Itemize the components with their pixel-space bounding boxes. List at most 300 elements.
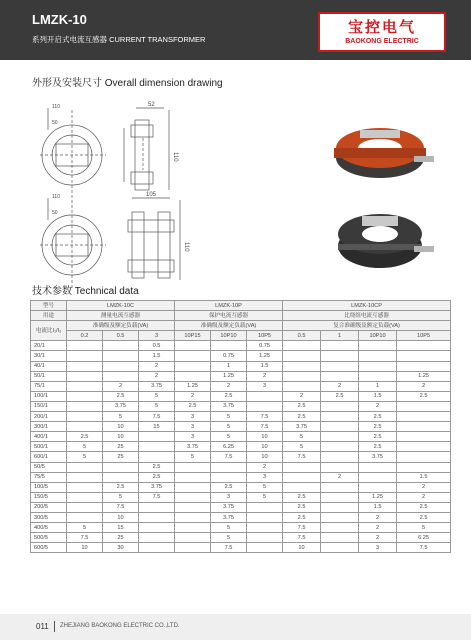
load-10p: 准确级及额定负载(VA) [175, 321, 283, 331]
value-cell: 2 [359, 512, 397, 522]
value-cell [247, 533, 283, 543]
value-cell: 7.5 [211, 452, 247, 462]
value-cell: 2 [321, 381, 359, 391]
table-row [31, 391, 451, 401]
value-cell: 5 [103, 492, 139, 502]
value-cell: 3.75 [103, 401, 139, 411]
ratio-cell: 150/5 [31, 492, 67, 502]
value-cell: 0.5 [139, 341, 175, 351]
dim-label-width: 105 [146, 192, 157, 198]
value-cell: 30 [103, 543, 139, 553]
value-cell [321, 533, 359, 543]
value-cell: 2 [247, 462, 283, 472]
page-number: 011 [36, 622, 49, 631]
value-cell: 2.5 [211, 482, 247, 492]
value-cell [283, 381, 321, 391]
table-row [31, 412, 451, 422]
value-cell: 1.25 [247, 351, 283, 361]
value-cell [175, 361, 211, 371]
value-cell [211, 462, 247, 472]
table-row [31, 401, 451, 411]
value-cell: 5 [211, 422, 247, 432]
table-row [31, 523, 451, 533]
table-row [31, 472, 451, 482]
value-cell: 5 [67, 523, 103, 533]
header-ratio-label: 电流比I₁/I₂ [31, 321, 67, 341]
value-cell [175, 492, 211, 502]
value-cell [247, 502, 283, 512]
value-cell: 2 [397, 492, 451, 502]
value-cell [67, 361, 103, 371]
value-cell [247, 401, 283, 411]
ratio-cell: 200/1 [31, 412, 67, 422]
value-cell [359, 341, 397, 351]
value-cell [103, 351, 139, 361]
value-cell [139, 533, 175, 543]
value-cell: 3 [175, 412, 211, 422]
value-cell [321, 543, 359, 553]
class-cell: 1 [321, 331, 359, 341]
value-cell [321, 401, 359, 411]
value-cell: 2 [359, 533, 397, 543]
dim-label-inner: 50 [52, 210, 58, 216]
value-cell [247, 523, 283, 533]
value-cell: 25 [103, 442, 139, 452]
table-row [31, 502, 451, 512]
value-cell: 7.5 [283, 452, 321, 462]
value-cell: 5 [211, 533, 247, 543]
class-cell: 10P15 [175, 331, 211, 341]
value-cell [321, 412, 359, 422]
class-cell: 10P10 [211, 331, 247, 341]
value-cell: 5 [211, 523, 247, 533]
class-cell: 10P10 [359, 331, 397, 341]
value-cell [397, 442, 451, 452]
value-cell [283, 361, 321, 371]
class-cell: 3 [139, 331, 175, 341]
value-cell [247, 512, 283, 522]
table-row [31, 492, 451, 502]
value-cell: 2.5 [211, 391, 247, 401]
technical-data-table [30, 300, 451, 553]
value-cell: 2.5 [283, 412, 321, 422]
value-cell [139, 543, 175, 553]
value-cell [139, 452, 175, 462]
value-cell: 10 [283, 543, 321, 553]
value-cell: 2 [211, 381, 247, 391]
value-cell: 5 [397, 523, 451, 533]
value-cell [283, 351, 321, 361]
value-cell: 3.75 [211, 512, 247, 522]
table-row [31, 533, 451, 543]
value-cell: 2 [139, 371, 175, 381]
value-cell [67, 351, 103, 361]
value-cell [359, 351, 397, 361]
load-10cp: 复合准确级及额定负载(VA) [283, 321, 451, 331]
value-cell [175, 533, 211, 543]
value-cell [103, 472, 139, 482]
value-cell: 2 [321, 472, 359, 482]
header-model-label: 型号 [31, 301, 67, 311]
value-cell: 25 [103, 533, 139, 543]
value-cell: 1 [359, 381, 397, 391]
table-row [31, 543, 451, 553]
value-cell [139, 432, 175, 442]
value-cell [321, 371, 359, 381]
value-cell [397, 401, 451, 411]
value-cell [397, 341, 451, 351]
value-cell: 5 [211, 432, 247, 442]
value-cell [103, 361, 139, 371]
value-cell: 10 [247, 432, 283, 442]
value-cell: 5 [247, 482, 283, 492]
value-cell: 1.25 [359, 492, 397, 502]
value-cell [397, 412, 451, 422]
value-cell [139, 523, 175, 533]
value-cell: 15 [139, 422, 175, 432]
value-cell: 5 [67, 452, 103, 462]
class-cell: 10P5 [247, 331, 283, 341]
value-cell [67, 341, 103, 351]
value-cell: 2 [139, 361, 175, 371]
value-cell [397, 452, 451, 462]
value-cell [175, 351, 211, 361]
dimension-drawing-1 [40, 100, 220, 200]
header-row-use [31, 311, 451, 321]
value-cell: 5 [211, 412, 247, 422]
value-cell: 2 [397, 381, 451, 391]
value-cell [321, 512, 359, 522]
ratio-cell: 500/1 [31, 442, 67, 452]
table-row [31, 482, 451, 492]
ratio-cell: 30/1 [31, 351, 67, 361]
use-10cp: 比绕组电流互感器 [283, 311, 451, 321]
value-cell [321, 462, 359, 472]
value-cell: 5 [103, 412, 139, 422]
value-cell [283, 462, 321, 472]
value-cell: 10 [67, 543, 103, 553]
value-cell: 7.5 [139, 492, 175, 502]
class-cell: 10P5 [397, 331, 451, 341]
table-row [31, 442, 451, 452]
company-name: ZHEJIANG BAOKONG ELECTRIC CO.,LTD. [60, 623, 180, 629]
ratio-cell: 200/5 [31, 502, 67, 512]
value-cell [67, 381, 103, 391]
value-cell: 2.5 [397, 391, 451, 401]
value-cell: 2.5 [359, 442, 397, 452]
value-cell [175, 472, 211, 482]
value-cell: 3 [175, 422, 211, 432]
table-row [31, 341, 451, 351]
value-cell [397, 432, 451, 442]
logo-english: BAOKONG ELECTRIC [345, 38, 419, 45]
value-cell: 1.5 [139, 351, 175, 361]
value-cell: 2.5 [283, 401, 321, 411]
value-cell: 1.5 [359, 391, 397, 401]
ratio-cell: 75/1 [31, 381, 67, 391]
table-row [31, 361, 451, 371]
header-row-class [31, 331, 451, 341]
table-row [31, 462, 451, 472]
value-cell: 10 [103, 512, 139, 522]
value-cell: 3 [211, 492, 247, 502]
value-cell: 2 [283, 391, 321, 401]
value-cell [321, 422, 359, 432]
value-cell [103, 341, 139, 351]
value-cell: 1.5 [247, 361, 283, 371]
value-cell: 2.5 [359, 412, 397, 422]
page-header [0, 0, 471, 60]
ratio-cell: 75/5 [31, 472, 67, 482]
value-cell [211, 341, 247, 351]
value-cell: 0.75 [247, 341, 283, 351]
value-cell [139, 442, 175, 452]
value-cell: 2.5 [283, 512, 321, 522]
header-use-label: 用途 [31, 311, 67, 321]
model-10cp: LMZK-10CP [283, 301, 451, 311]
value-cell: 0.75 [211, 351, 247, 361]
value-cell: 2.5 [283, 502, 321, 512]
load-10c: 准确级及额定负载(VA) [67, 321, 175, 331]
value-cell: 3.75 [211, 401, 247, 411]
value-cell: 7.5 [247, 412, 283, 422]
value-cell [321, 502, 359, 512]
value-cell: 6.25 [397, 533, 451, 543]
value-cell: 1.25 [175, 381, 211, 391]
table-row [31, 432, 451, 442]
value-cell [321, 351, 359, 361]
table-row [31, 351, 451, 361]
value-cell: 2 [247, 371, 283, 381]
use-10p: 保护电流互感器 [175, 311, 283, 321]
ratio-cell: 300/1 [31, 422, 67, 432]
value-cell: 2.5 [103, 391, 139, 401]
value-cell [103, 371, 139, 381]
value-cell [247, 391, 283, 401]
table-row [31, 371, 451, 381]
value-cell: 2 [359, 401, 397, 411]
value-cell: 3 [247, 472, 283, 482]
value-cell: 10 [103, 422, 139, 432]
product-subtitle: 系列开启式电流互感器 CURRENT TRANSFORMER [32, 35, 206, 44]
value-cell [321, 523, 359, 533]
model-10p: LMZK-10P [175, 301, 283, 311]
value-cell [139, 512, 175, 522]
class-cell: 0.5 [283, 331, 321, 341]
value-cell: 3 [175, 432, 211, 442]
dimension-drawing-2 [40, 190, 220, 290]
dim-label-outer: 110 [52, 194, 60, 200]
value-cell [283, 341, 321, 351]
value-cell [247, 543, 283, 553]
value-cell [67, 492, 103, 502]
dim-label-height: 110 [172, 152, 178, 162]
ratio-cell: 50/1 [31, 371, 67, 381]
value-cell: 7.5 [103, 502, 139, 512]
value-cell: 2.5 [359, 422, 397, 432]
dimension-heading: 外形及安装尺寸 Overall dimension drawing [32, 78, 223, 89]
value-cell [139, 502, 175, 512]
ratio-cell: 150/1 [31, 401, 67, 411]
value-cell [321, 482, 359, 492]
logo-chinese: 宝控电气 [347, 19, 416, 36]
value-cell [283, 482, 321, 492]
value-cell: 1 [211, 361, 247, 371]
value-cell [67, 482, 103, 492]
value-cell: 7.5 [67, 533, 103, 543]
value-cell: 5 [283, 442, 321, 452]
value-cell: 2.5 [397, 512, 451, 522]
value-cell: 3.75 [139, 381, 175, 391]
table-row [31, 381, 451, 391]
table-row [31, 422, 451, 432]
use-10c: 测量电流互感器 [67, 311, 175, 321]
value-cell: 7.5 [211, 543, 247, 553]
value-cell [321, 452, 359, 462]
ratio-cell: 600/1 [31, 452, 67, 462]
value-cell: 2.5 [321, 391, 359, 401]
value-cell: 2.5 [139, 462, 175, 472]
value-cell [67, 472, 103, 482]
value-cell: 2.5 [397, 502, 451, 512]
value-cell: 5 [283, 432, 321, 442]
value-cell [359, 361, 397, 371]
value-cell: 3 [247, 381, 283, 391]
value-cell [397, 422, 451, 432]
value-cell: 2 [103, 381, 139, 391]
value-cell [67, 502, 103, 512]
value-cell [321, 432, 359, 442]
value-cell [67, 422, 103, 432]
value-cell: 2.5 [67, 432, 103, 442]
value-cell: 10 [103, 432, 139, 442]
ratio-cell: 20/1 [31, 341, 67, 351]
value-cell: 25 [103, 452, 139, 462]
value-cell [211, 472, 247, 482]
value-cell: 3.75 [283, 422, 321, 432]
value-cell: 7.5 [139, 412, 175, 422]
value-cell: 2 [397, 482, 451, 492]
value-cell: 7.5 [247, 422, 283, 432]
value-cell [175, 502, 211, 512]
table-body [31, 341, 451, 553]
page-footer [0, 614, 471, 640]
value-cell: 1.5 [397, 472, 451, 482]
value-cell: 3.75 [139, 482, 175, 492]
dim-label-width: 52 [148, 102, 155, 108]
value-cell: 2.5 [139, 472, 175, 482]
value-cell [359, 462, 397, 472]
value-cell [321, 341, 359, 351]
company-logo [318, 12, 446, 52]
value-cell [103, 462, 139, 472]
params-heading: 技术参数 Technical data [32, 286, 139, 297]
value-cell: 2.5 [103, 482, 139, 492]
product-photo-1 [330, 108, 440, 188]
value-cell: 1.25 [211, 371, 247, 381]
dim-label-inner: 50 [52, 120, 58, 126]
value-cell: 10 [247, 452, 283, 462]
ratio-cell: 400/5 [31, 523, 67, 533]
value-cell [175, 512, 211, 522]
value-cell [67, 462, 103, 472]
value-cell [321, 442, 359, 452]
class-cell: 0.5 [103, 331, 139, 341]
value-cell: 7.5 [397, 543, 451, 553]
value-cell [67, 391, 103, 401]
value-cell: 5 [247, 492, 283, 502]
table-row [31, 452, 451, 462]
value-cell [175, 341, 211, 351]
ratio-cell: 100/1 [31, 391, 67, 401]
model-10c: LMZK-10C [67, 301, 175, 311]
header-row-load [31, 321, 451, 331]
value-cell [67, 401, 103, 411]
value-cell [359, 482, 397, 492]
dim-label-outer: 110 [52, 104, 60, 110]
value-cell [397, 351, 451, 361]
ratio-cell: 400/1 [31, 432, 67, 442]
value-cell [359, 472, 397, 482]
value-cell [283, 472, 321, 482]
value-cell: 7.5 [283, 523, 321, 533]
ratio-cell: 50/5 [31, 462, 67, 472]
value-cell: 2.5 [283, 492, 321, 502]
value-cell [175, 371, 211, 381]
ratio-cell: 40/1 [31, 361, 67, 371]
value-cell [321, 361, 359, 371]
value-cell: 2.5 [175, 401, 211, 411]
dim-label-height: 110 [183, 242, 189, 252]
ratio-cell: 300/5 [31, 512, 67, 522]
value-cell [397, 462, 451, 472]
ratio-cell: 600/5 [31, 543, 67, 553]
table-row [31, 512, 451, 522]
value-cell [175, 482, 211, 492]
value-cell: 2 [175, 391, 211, 401]
value-cell: 6.25 [211, 442, 247, 452]
value-cell [175, 523, 211, 533]
value-cell: 3.75 [175, 442, 211, 452]
value-cell: 3.75 [359, 452, 397, 462]
value-cell: 3.75 [211, 502, 247, 512]
value-cell: 5 [175, 452, 211, 462]
value-cell: 10 [247, 442, 283, 452]
header-row-model [31, 301, 451, 311]
footer-divider [54, 621, 55, 632]
value-cell [67, 512, 103, 522]
value-cell [67, 371, 103, 381]
value-cell: 2.5 [359, 432, 397, 442]
value-cell [321, 492, 359, 502]
value-cell: 1.25 [397, 371, 451, 381]
value-cell [175, 543, 211, 553]
value-cell [283, 371, 321, 381]
value-cell: 3 [359, 543, 397, 553]
value-cell: 5 [67, 442, 103, 452]
value-cell: 15 [103, 523, 139, 533]
value-cell: 5 [139, 391, 175, 401]
value-cell: 2 [359, 523, 397, 533]
class-cell: 0.2 [67, 331, 103, 341]
value-cell [397, 361, 451, 371]
product-title: LMZK-10 [32, 12, 87, 27]
value-cell [175, 462, 211, 472]
value-cell: 7.5 [283, 533, 321, 543]
ratio-cell: 100/5 [31, 482, 67, 492]
value-cell: 5 [139, 401, 175, 411]
value-cell: 1.5 [359, 502, 397, 512]
